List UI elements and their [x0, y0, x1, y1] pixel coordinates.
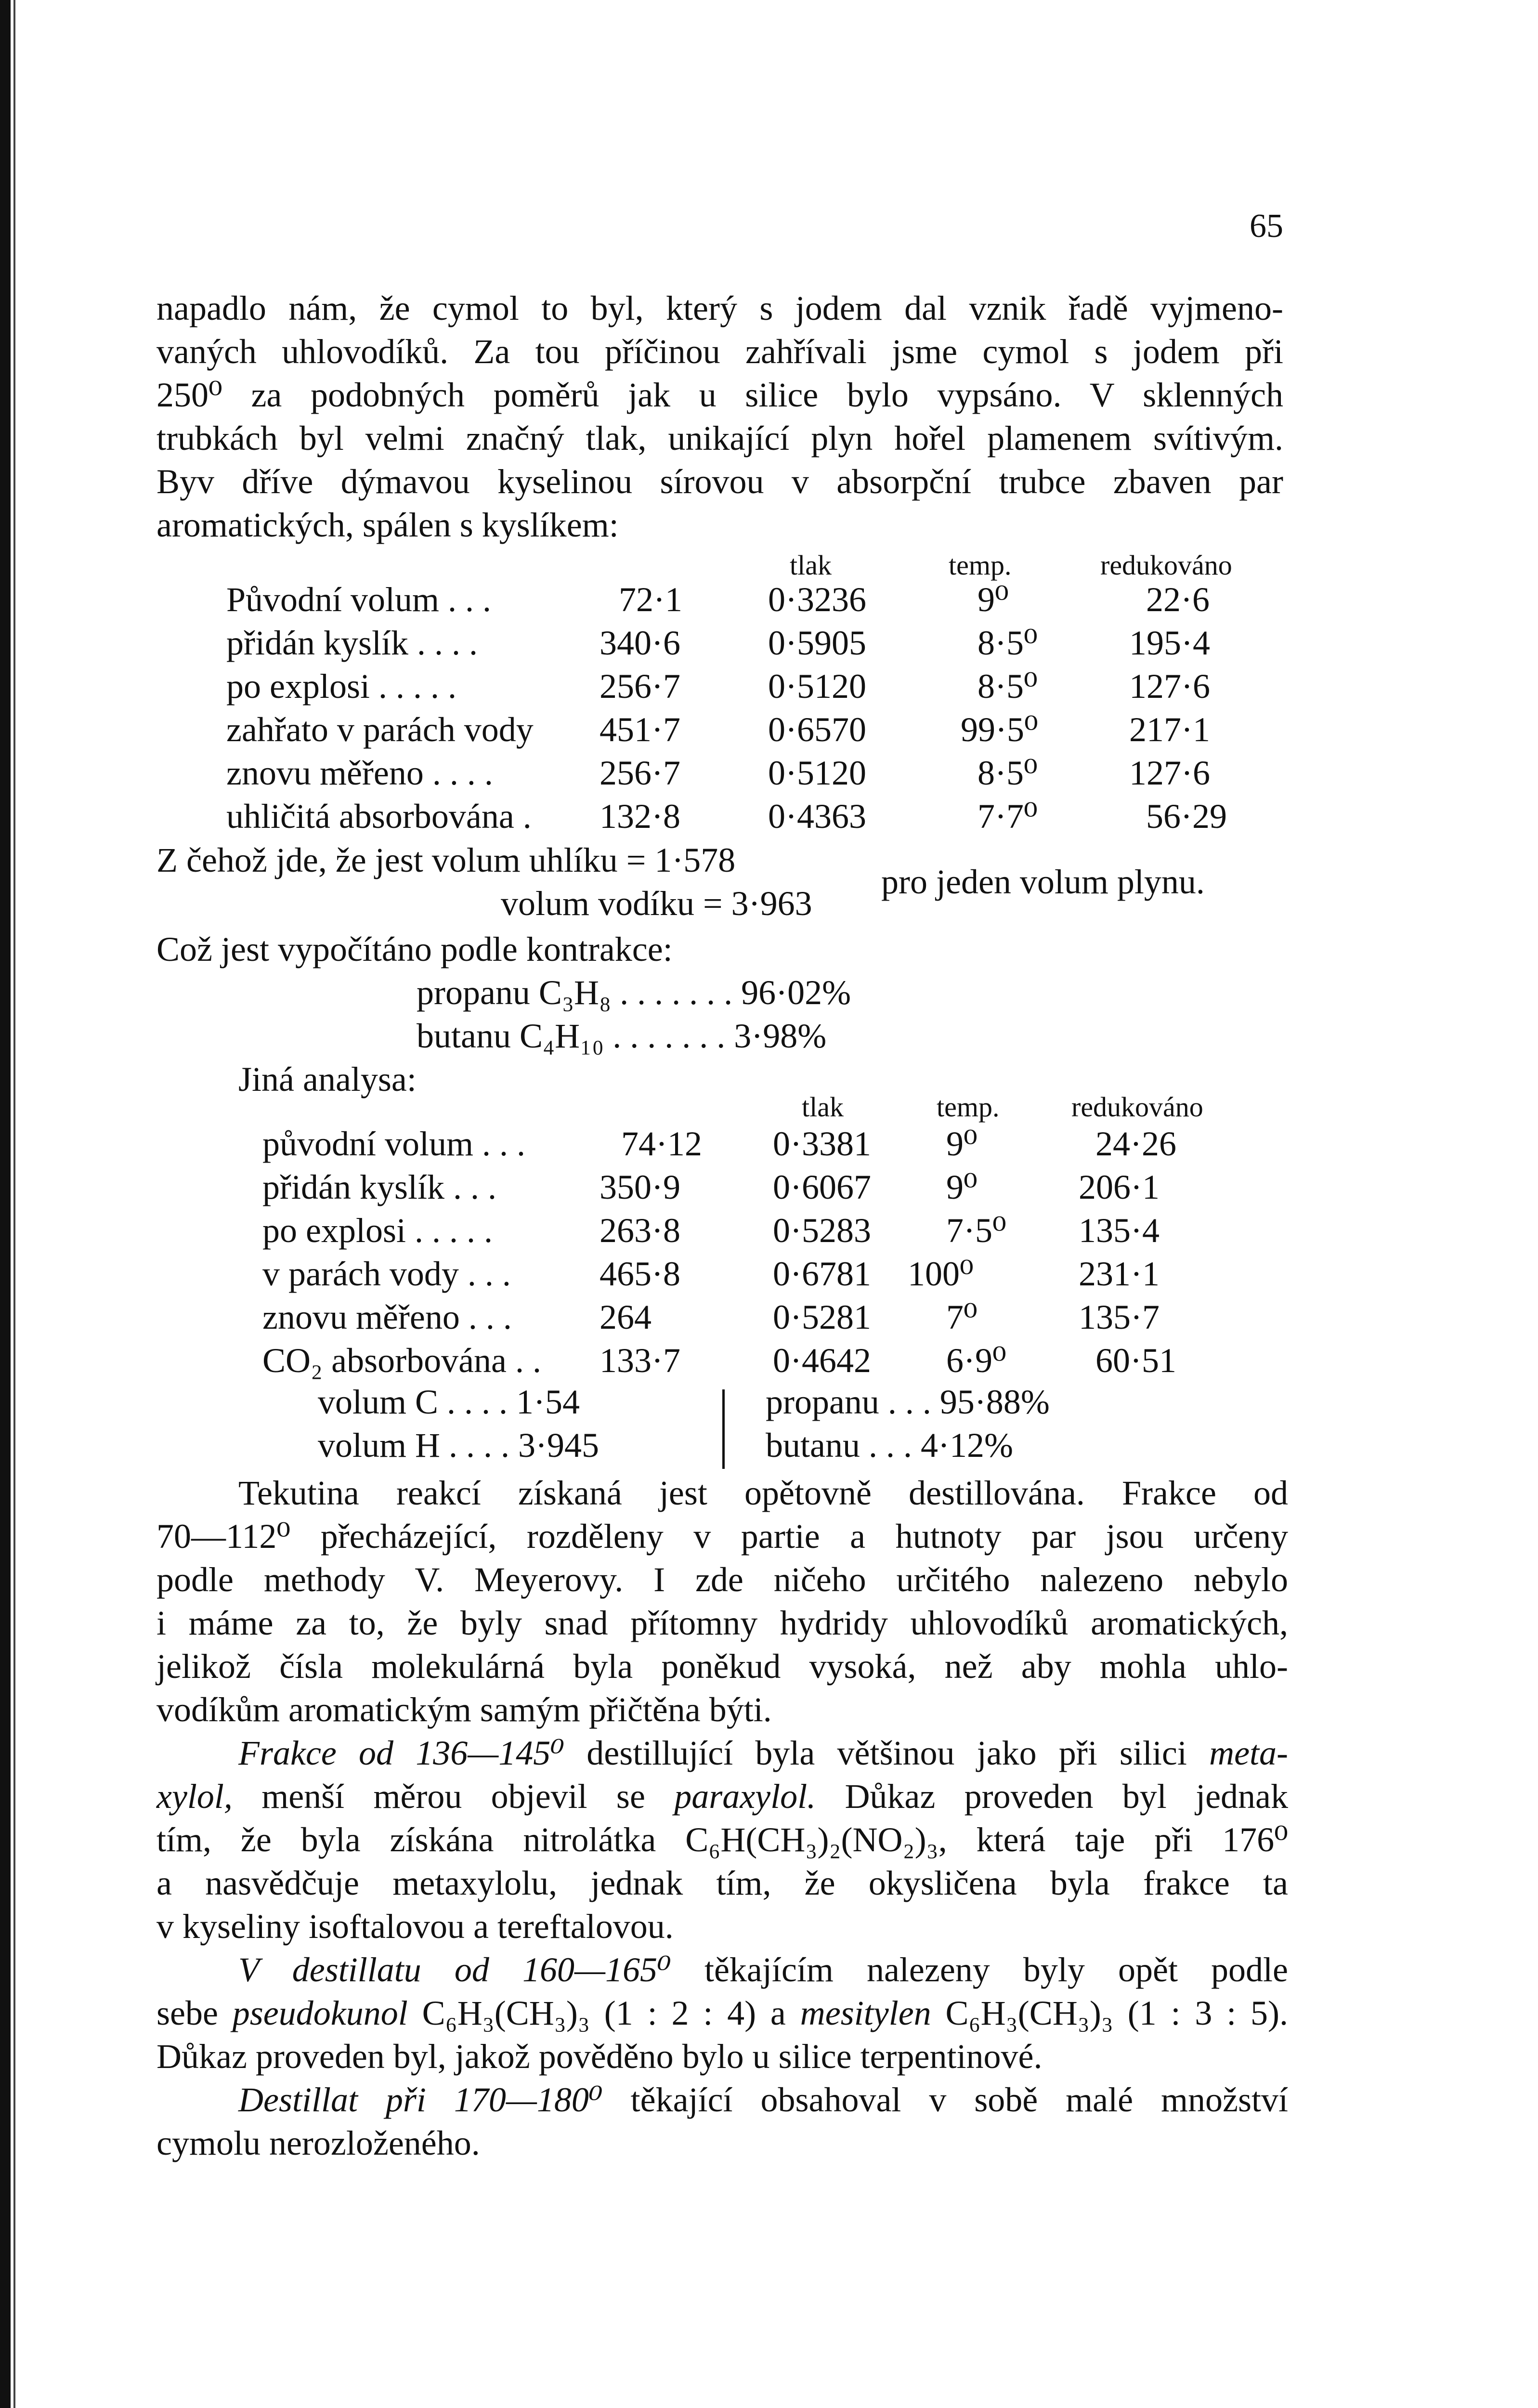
row-temp: 6·9⁰: [946, 1341, 1006, 1380]
text-line: [156, 1775, 1288, 1818]
row-redukovano: 195·4: [1129, 624, 1210, 662]
row-redukovano: 127·6: [1129, 667, 1210, 706]
result-butanu: butanu . . . 4·12%: [766, 1426, 1013, 1465]
result-propanu: propanu . . . 95·88%: [766, 1383, 1050, 1421]
row-redukovano: 24·26: [1095, 1125, 1176, 1163]
row-temp: 7·7⁰: [978, 797, 1038, 836]
row-tlak: 0·3381: [773, 1125, 871, 1163]
column-header-tlak: tlak: [790, 550, 832, 581]
text-span: sebe: [156, 1994, 218, 2032]
page-binding-edge: [0, 0, 11, 2408]
text-line: vaných uhlovodíků. Za tou příčinou zahřívali jsme cymol s jodem při: [156, 332, 1283, 371]
ratio-note: pro jeden volum plynu.: [881, 863, 1205, 901]
column-divider: [722, 1389, 725, 1469]
text-span: destillující byla většinou jako při silici: [587, 1734, 1187, 1772]
paragraph-frakce: [156, 1731, 1288, 1948]
italic-text: mesitylen: [800, 1994, 931, 2032]
row-tlak: 0·5281: [773, 1298, 871, 1336]
text-span: těkajícím nalezeny byly opět podle: [704, 1950, 1289, 1989]
row-redukovano: 127·6: [1129, 754, 1210, 792]
column-header-tlak: tlak: [802, 1091, 844, 1123]
column-header-redukovano: redukováno: [1100, 550, 1232, 581]
volume-h: volum H . . . . 3·945: [318, 1426, 599, 1465]
row-redukovano: 22·6: [1146, 580, 1210, 619]
row-tlak: 0·4642: [773, 1341, 871, 1380]
ratio-line-hydrogen: volum vodíku = 3·963: [501, 884, 812, 923]
text-line: trubkách byl velmi značný tlak, unikající plyn hořel plamenem svítivým.: [156, 419, 1283, 458]
page-binding-shadow: [13, 0, 15, 2408]
page-number: 65: [1250, 208, 1283, 245]
row-volume: 340·6: [600, 624, 680, 662]
row-redukovano: 231·1: [1079, 1255, 1160, 1293]
row-redukovano: 217·1: [1129, 710, 1210, 749]
row-tlak: 0·5283: [773, 1211, 871, 1250]
italic-text: Frakce od 136—145⁰: [238, 1734, 565, 1772]
row-temp: 8·5⁰: [978, 667, 1038, 706]
row-redukovano: 135·4: [1079, 1211, 1160, 1250]
text-line: [156, 1948, 1288, 1991]
text-line: Tekutina reakcí získaná jest opětovně destillována. Frakce od: [238, 1474, 1288, 1512]
row-label: CO₂ absorbována . .: [262, 1341, 541, 1380]
text-line: a nasvědčuje metaxylolu, jednak tím, že okysličena byla frakce ta: [156, 1864, 1288, 1902]
paragraph-destillat-160: [156, 1948, 1288, 2078]
row-label: Původní volum . . .: [226, 580, 492, 619]
text-line: tím, že byla získána nitrolátka C₆H(CH₃)₂(NO₂)₃, která taje při 176⁰: [156, 1820, 1288, 1859]
text-line: v kyseliny isoftalovou a tereftalovou.: [156, 1907, 674, 1946]
text-line: napadlo nám, že cymol to byl, který s jodem dal vznik řadě vyjmeno-: [156, 289, 1283, 327]
italic-text: paraxylol.: [674, 1777, 816, 1816]
row-label: uhličitá absorbována .: [226, 797, 532, 836]
italic-text: meta-: [1209, 1734, 1289, 1772]
row-redukovano: 60·51: [1095, 1341, 1176, 1380]
row-redukovano: 56·29: [1146, 797, 1227, 836]
row-label: zahřato v parách vody: [226, 710, 534, 749]
text-line: i máme za to, že byly snad přítomny hydridy uhlovodíků aromatických,: [156, 1604, 1288, 1642]
row-tlak: 0·4363: [768, 797, 866, 836]
row-label: původní volum . . .: [262, 1125, 526, 1163]
row-volume: 256·7: [600, 754, 680, 792]
row-temp: 7⁰: [946, 1298, 978, 1336]
text-span: menší měrou objevil se: [261, 1777, 645, 1816]
kontrakce-butanu: butanu C₄H₁₀ . . . . . . . 3·98%: [417, 1017, 827, 1055]
column-header-temp: temp.: [937, 1091, 1000, 1123]
row-volume: 350·9: [600, 1168, 680, 1206]
italic-text: V destillatu od 160—165⁰: [238, 1950, 671, 1989]
row-tlak: 0·3236: [768, 580, 866, 619]
italic-text: pseudokunol: [232, 1994, 408, 2032]
paragraph-destillat-170: [156, 2078, 1288, 2165]
text-line: cymolu nerozloženého.: [156, 2124, 480, 2162]
italic-text: xylol,: [156, 1777, 233, 1816]
row-temp: 99·5⁰: [961, 710, 1038, 749]
row-volume: 74·12: [621, 1125, 702, 1163]
row-label: přidán kyslík . . .: [262, 1168, 496, 1206]
row-volume: 256·7: [600, 667, 680, 706]
row-volume: 264: [600, 1298, 652, 1336]
row-temp: 7·5⁰: [946, 1211, 1006, 1250]
text-line: [156, 2078, 1288, 2121]
row-tlak: 0·6067: [773, 1168, 871, 1206]
text-span: C₆H₃(CH₃)₃ (1 : 2 : 4) a: [422, 1994, 786, 2032]
text-line: [156, 1991, 1288, 2035]
row-redukovano: 206·1: [1079, 1168, 1160, 1206]
row-label: v parách vody . . .: [262, 1255, 511, 1293]
text-line: [156, 1731, 1288, 1775]
volume-c: volum C . . . . 1·54: [318, 1383, 580, 1421]
row-tlak: 0·6781: [773, 1255, 871, 1293]
row-temp: 8·5⁰: [978, 754, 1038, 792]
row-temp: 9⁰: [978, 580, 1009, 619]
row-tlak: 0·6570: [768, 710, 866, 749]
analysis-2-title: Jiná analysa:: [238, 1060, 417, 1099]
italic-text: Destillat při 170—180⁰: [238, 2081, 603, 2119]
row-temp: 100⁰: [908, 1255, 974, 1293]
row-volume: 72·1: [619, 580, 682, 619]
row-volume: 451·7: [600, 710, 680, 749]
row-tlak: 0·5120: [768, 754, 866, 792]
row-tlak: 0·5120: [768, 667, 866, 706]
row-label: znovu měřeno . . .: [262, 1298, 512, 1336]
paragraph-intro: [156, 287, 1283, 547]
text-line: Byv dříve dýmavou kyselinou sírovou v absorpční trubce zbaven par: [156, 462, 1283, 501]
paragraph-tekutina: [156, 1471, 1288, 1731]
text-line: 70—112⁰ přecházející, rozděleny v partie a hutnoty par jsou určeny: [156, 1517, 1288, 1556]
row-volume: 465·8: [600, 1255, 680, 1293]
text-line: vodíkům aromatickým samým přičtěna býti.: [156, 1690, 772, 1729]
row-volume: 132·8: [600, 797, 680, 836]
row-temp: 9⁰: [946, 1125, 978, 1163]
row-tlak: 0·5905: [768, 624, 866, 662]
row-redukovano: 135·7: [1079, 1298, 1160, 1336]
row-label: po explosi . . . . .: [262, 1211, 493, 1250]
row-temp: 9⁰: [946, 1168, 978, 1206]
kontrakce-propanu: propanu C₃H₈ . . . . . . . 96·02%: [417, 973, 851, 1012]
column-header-temp: temp.: [949, 550, 1012, 581]
text-span: C₆H₃(CH₃)₃ (1 : 3 : 5).: [945, 1994, 1289, 2032]
text-span: Důkaz proveden byl jednak: [845, 1777, 1288, 1816]
column-header-redukovano: redukováno: [1071, 1091, 1203, 1123]
row-label: znovu měřeno . . . .: [226, 754, 493, 792]
row-label: po explosi . . . . .: [226, 667, 456, 706]
text-line: 250⁰ za podobných poměrů jak u silice bylo vypsáno. V sklenných: [156, 376, 1283, 414]
row-label: přidán kyslík . . . .: [226, 624, 478, 662]
text-line: Důkaz proveden byl, jakož pověděno bylo u silice terpentinové.: [156, 2037, 1043, 2076]
kontrakce-intro: Což jest vypočítáno podle kontrakce:: [156, 930, 673, 968]
text-span: těkající obsahoval v sobě malé množství: [630, 2081, 1288, 2119]
row-temp: 8·5⁰: [978, 624, 1038, 662]
row-volume: 263·8: [600, 1211, 680, 1250]
text-line: podle methody V. Meyerovy. I zde ničeho určitého nalezeno nebylo: [156, 1560, 1288, 1599]
row-volume: 133·7: [600, 1341, 680, 1380]
text-line: aromatických, spálen s kyslíkem:: [156, 506, 619, 544]
ratio-line-carbon: Z čehož jde, že jest volum uhlíku = 1·578: [156, 841, 736, 879]
text-line: jelikož čísla molekulárná byla poněkud vysoká, než aby mohla uhlo-: [156, 1647, 1288, 1686]
